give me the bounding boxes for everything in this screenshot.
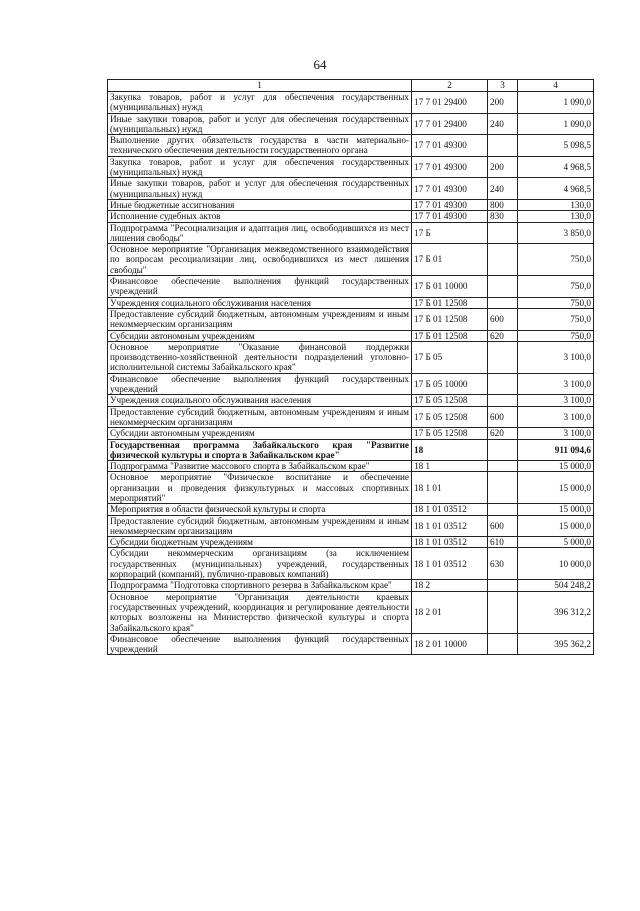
cell-name: Подпрограмма "Развитие массового спорта в Забайкальском крае": [108, 461, 412, 472]
cell-name: Закупка товаров, работ и услуг для обеспечения государственных (муниципальных) нужд: [108, 156, 412, 178]
cell-amount: 750,0: [518, 297, 594, 308]
cell-name: Основное мероприятие "Физическое воспитание и обеспечение организации и проведения физкультурных и массовых спортивных мероприятий": [108, 472, 412, 504]
cell-name: Субсидии автономным учреждениям: [108, 428, 412, 439]
cell-code: 17 7 01 49300: [412, 211, 488, 222]
cell-code: 17 7 01 49300: [412, 156, 488, 178]
table-row: [108, 178, 594, 200]
cell-code: 17 Б 01 10000: [412, 276, 488, 298]
cell-code: 17 7 01 29400: [412, 113, 488, 135]
cell-amount: 5 000,0: [518, 537, 594, 548]
cell-amount: 4 968,5: [518, 178, 594, 200]
cell-amount: 15 000,0: [518, 515, 594, 537]
cell-code: 17 Б 01 12508: [412, 330, 488, 341]
table-row: [108, 439, 594, 461]
cell-code: 18 1 01: [412, 472, 488, 504]
table-row: [108, 633, 594, 655]
cell-code: 17 Б 01 12508: [412, 308, 488, 330]
cell-name: Финансовое обеспечение выполнения функций государственных учреждений: [108, 276, 412, 298]
table-row: [108, 341, 594, 373]
cell-amount: 3 100,0: [518, 406, 594, 428]
cell-expense-type: 200: [488, 92, 518, 114]
cell-expense-type: [488, 373, 518, 395]
cell-expense-type: 200: [488, 156, 518, 178]
cell-amount: 396 312,2: [518, 591, 594, 633]
cell-expense-type: 600: [488, 515, 518, 537]
cell-amount: 5 098,5: [518, 135, 594, 157]
cell-expense-type: [488, 244, 518, 276]
table-row: [108, 222, 594, 244]
cell-name: Государственная программа Забайкальского края "Развитие физической культуры и спорта в Забайкальском крае": [108, 439, 412, 461]
cell-amount: 750,0: [518, 244, 594, 276]
cell-name: Финансовое обеспечение выполнения функций государственных учреждений: [108, 633, 412, 655]
table-row: [108, 406, 594, 428]
cell-expense-type: [488, 276, 518, 298]
cell-expense-type: [488, 297, 518, 308]
cell-expense-type: 600: [488, 308, 518, 330]
cell-amount: 15 000,0: [518, 504, 594, 515]
cell-name: Иные бюджетные ассигнования: [108, 199, 412, 210]
table-row: [108, 472, 594, 504]
cell-name: Закупка товаров, работ и услуг для обеспечения государственных (муниципальных) нужд: [108, 92, 412, 114]
cell-expense-type: 630: [488, 548, 518, 580]
table-row: [108, 373, 594, 395]
table-row: [108, 504, 594, 515]
cell-amount: 3 100,0: [518, 428, 594, 439]
cell-expense-type: 240: [488, 113, 518, 135]
header-col-4: 4: [518, 80, 594, 92]
cell-code: 18 1: [412, 461, 488, 472]
cell-code: 17 Б 05 10000: [412, 373, 488, 395]
cell-name: Финансовое обеспечение выполнения функций государственных учреждений: [108, 373, 412, 395]
cell-code: 17 Б 05 12508: [412, 395, 488, 406]
cell-amount: 750,0: [518, 276, 594, 298]
cell-name: Субсидии некоммерческим организациям (за исключением государственных (муниципальных) учреждений, государственных корпораций (компаний), публично-правовых компаний): [108, 548, 412, 580]
cell-code: 18 2 01 10000: [412, 633, 488, 655]
cell-expense-type: [488, 633, 518, 655]
cell-expense-type: [488, 135, 518, 157]
table-row: [108, 548, 594, 580]
table-header-row: [108, 80, 594, 92]
cell-expense-type: 620: [488, 330, 518, 341]
table-row: [108, 330, 594, 341]
cell-expense-type: [488, 580, 518, 591]
table-row: [108, 135, 594, 157]
cell-expense-type: 600: [488, 406, 518, 428]
cell-code: 17 Б 05 12508: [412, 406, 488, 428]
header-col-3: 3: [488, 80, 518, 92]
table-row: [108, 244, 594, 276]
cell-expense-type: [488, 341, 518, 373]
cell-name: Иные закупки товаров, работ и услуг для обеспечения государственных (муниципальных) нужд: [108, 178, 412, 200]
table-row: [108, 428, 594, 439]
cell-name: Основное мероприятие "Организация межведомственного взаимодействия по вопросам ресоциализации лиц, освободившихся из мест лишения свободы": [108, 244, 412, 276]
budget-table: [107, 79, 594, 655]
cell-expense-type: [488, 222, 518, 244]
table-row: [108, 395, 594, 406]
cell-code: 18 1 01 03512: [412, 537, 488, 548]
cell-name: Основное мероприятие "Организация деятельности краевых государственных учреждений, координация и регулирование деятельности которых возложены на Министерство физической культуры и спорта Забайкальского края": [108, 591, 412, 633]
cell-expense-type: [488, 395, 518, 406]
table-row: [108, 276, 594, 298]
cell-amount: 4 968,5: [518, 156, 594, 178]
cell-amount: 1 090,0: [518, 92, 594, 114]
cell-amount: 750,0: [518, 330, 594, 341]
page-number: 64: [313, 57, 327, 72]
table-body: [108, 92, 594, 655]
cell-code: 18 1 01 03512: [412, 515, 488, 537]
cell-expense-type: [488, 591, 518, 633]
cell-code: 18: [412, 439, 488, 461]
cell-amount: 1 090,0: [518, 113, 594, 135]
cell-name: Предоставление субсидий бюджетным, автономным учреждениям и иным некоммерческим организациям: [108, 406, 412, 428]
cell-name: Подпрограмма "Ресоциализация и адаптация лиц, освободившихся из мест лишения свободы": [108, 222, 412, 244]
cell-name: Учреждения социального обслуживания населения: [108, 395, 412, 406]
cell-expense-type: 830: [488, 211, 518, 222]
table-row: [108, 211, 594, 222]
cell-amount: 3 850,0: [518, 222, 594, 244]
cell-expense-type: [488, 504, 518, 515]
table-row: [108, 461, 594, 472]
cell-code: 17 Б: [412, 222, 488, 244]
cell-code: 17 Б 01: [412, 244, 488, 276]
table-row: [108, 515, 594, 537]
header-col-1: 1: [108, 80, 412, 92]
cell-amount: 15 000,0: [518, 472, 594, 504]
cell-amount: 15 000,0: [518, 461, 594, 472]
table-row: [108, 591, 594, 633]
cell-code: 17 Б 05 12508: [412, 428, 488, 439]
cell-amount: 504 248,2: [518, 580, 594, 591]
table-row: [108, 308, 594, 330]
header-col-2: 2: [412, 80, 488, 92]
cell-name: Предоставление субсидий бюджетным, автономным учреждениям и иным некоммерческим организациям: [108, 515, 412, 537]
cell-amount: 3 100,0: [518, 395, 594, 406]
cell-expense-type: 240: [488, 178, 518, 200]
cell-amount: 10 000,0: [518, 548, 594, 580]
cell-name: Учреждения социального обслуживания населения: [108, 297, 412, 308]
cell-name: Иные закупки товаров, работ и услуг для обеспечения государственных (муниципальных) нужд: [108, 113, 412, 135]
cell-amount: 395 362,2: [518, 633, 594, 655]
cell-code: 17 7 01 29400: [412, 92, 488, 114]
cell-name: Субсидии автономным учреждениям: [108, 330, 412, 341]
table-row: [108, 113, 594, 135]
cell-amount: 130,0: [518, 199, 594, 210]
cell-name: Субсидии бюджетным учреждениям: [108, 537, 412, 548]
cell-expense-type: 610: [488, 537, 518, 548]
cell-code: 17 Б 05: [412, 341, 488, 373]
cell-name: Подпрограмма "Подготовка спортивного резерва в Забайкальском крае": [108, 580, 412, 591]
cell-code: 18 2 01: [412, 591, 488, 633]
cell-expense-type: [488, 439, 518, 461]
cell-name: Выполнение других обязательств государства в части материально-технического обеспечения деятельности государственного органа: [108, 135, 412, 157]
cell-name: Исполнение судебных актов: [108, 211, 412, 222]
cell-code: 17 7 01 49300: [412, 199, 488, 210]
cell-code: 18 1 01 03512: [412, 548, 488, 580]
cell-name: Основное мероприятие "Оказание финансовой поддержки производственно-хозяйственной деятельности подразделений уголовно-исполнительной системы Забайкальского края": [108, 341, 412, 373]
cell-code: 18 1 01 03512: [412, 504, 488, 515]
table-row: [108, 156, 594, 178]
cell-code: 17 7 01 49300: [412, 135, 488, 157]
cell-amount: 3 100,0: [518, 341, 594, 373]
cell-code: 17 7 01 49300: [412, 178, 488, 200]
cell-expense-type: [488, 461, 518, 472]
cell-code: 17 Б 01 12508: [412, 297, 488, 308]
table-row: [108, 297, 594, 308]
table-row: [108, 537, 594, 548]
cell-amount: 750,0: [518, 308, 594, 330]
cell-name: Предоставление субсидий бюджетным, автономным учреждениям и иным некоммерческим организациям: [108, 308, 412, 330]
cell-name: Мероприятия в области физической культуры и спорта: [108, 504, 412, 515]
table-row: [108, 92, 594, 114]
cell-expense-type: 800: [488, 199, 518, 210]
cell-amount: 130,0: [518, 211, 594, 222]
cell-amount: 3 100,0: [518, 373, 594, 395]
table-row: [108, 199, 594, 210]
table-row: [108, 580, 594, 591]
cell-amount: 911 094,6: [518, 439, 594, 461]
cell-code: 18 2: [412, 580, 488, 591]
cell-expense-type: 620: [488, 428, 518, 439]
cell-expense-type: [488, 472, 518, 504]
